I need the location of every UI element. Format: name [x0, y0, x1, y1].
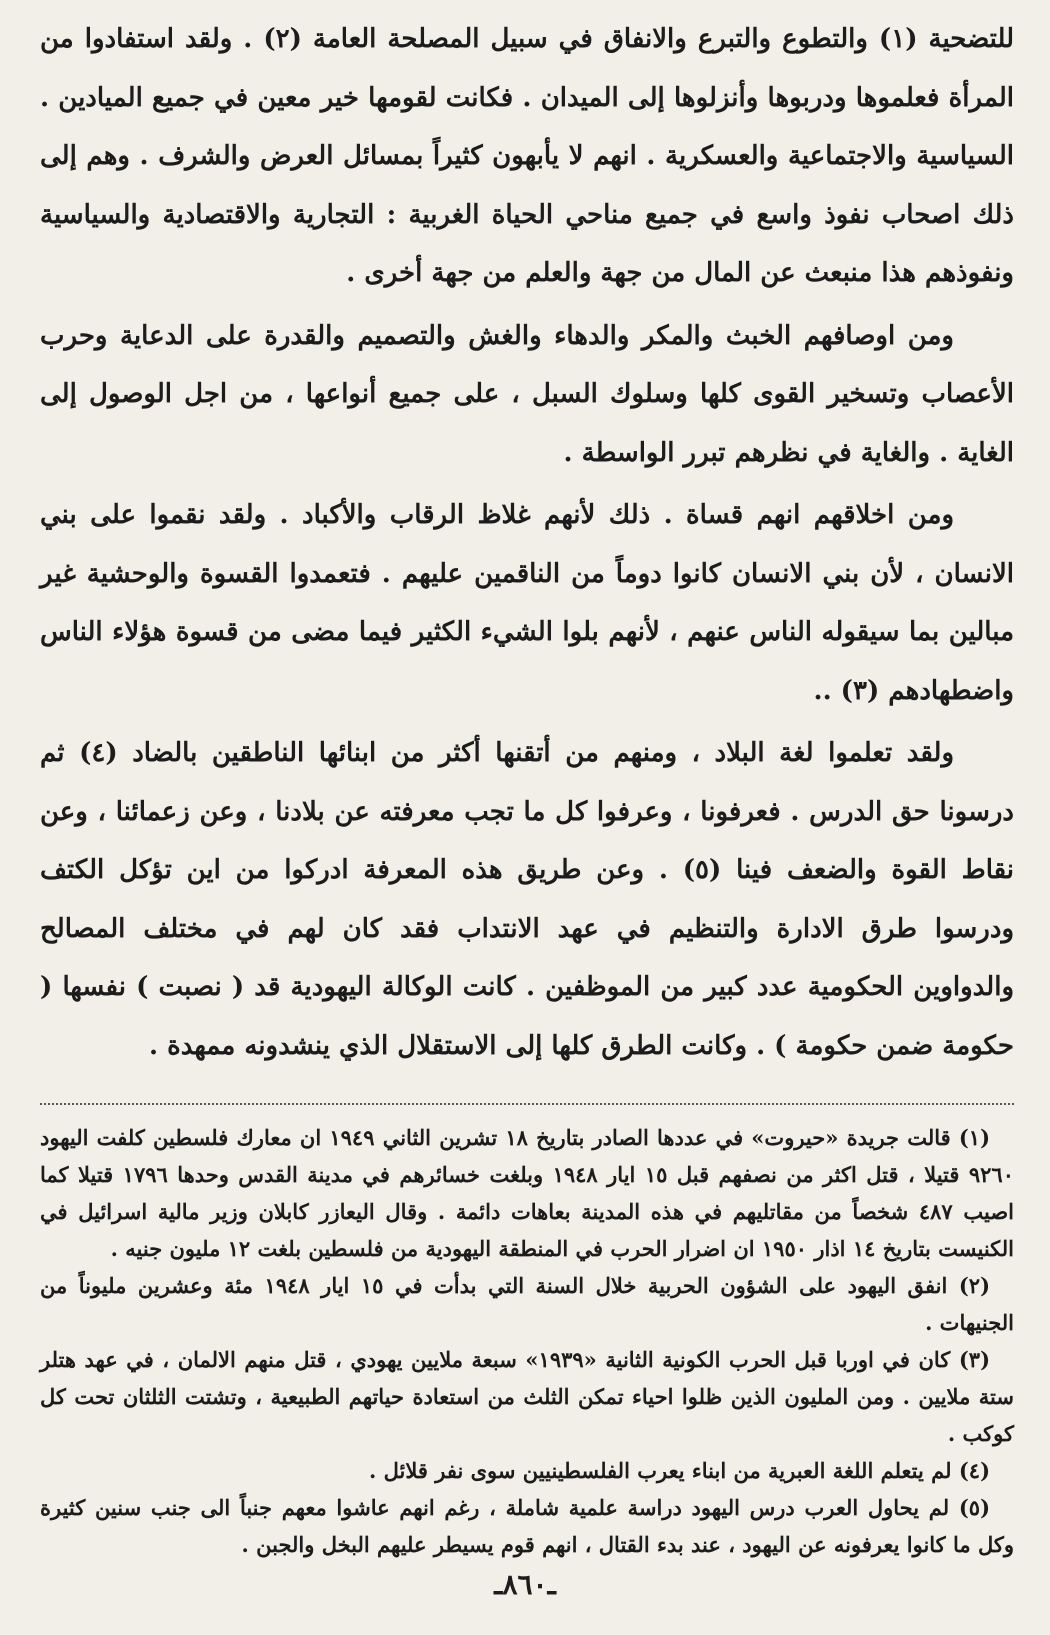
- main-text: [40, 10, 1014, 1075]
- paragraph-4: ولقد تعلموا لغة البلاد ، ومنهم من أتقنها أكثر من ابنائها الناطقين بالضاد (٤) ثم درسونا حق الدرس . فعرفونا ، وعرفوا كل ما تجب معرفته عن بلادنا ، وعن زعمائنا ، وعن نقاط القوة والضعف فينا (٥) . وعن طريق هذه المعرفة ادركوا من اين تؤكل الكتف ودرسوا طرق الادارة والتنظيم في عهد الانتداب فقد كان لهم في مختلف المصالح والدواوين الحكومية عدد كبير من الموظفين . كانت الوكالة اليهودية قد ( نصبت ) نفسها ( حكومة ضمن حكومة ) . وكانت الطرق كلها إلى الاستقلال الذي ينشدونه ممهدة .: [40, 738, 1015, 1061]
- footnote-5: (٥) لم يحاول العرب درس اليهود دراسة علمية شاملة ، رغم انهم عاشوا معهم جنباً الى جنب سنين كثيرة وكل ما كانوا يعرفونه عن اليهود ، عند بدء القتال ، انهم قوم يسيطر عليهم البخل والجبن .: [40, 1495, 1014, 1557]
- paragraph-3: ومن اخلاقهم انهم قساة . ذلك لأنهم غلاظ الرقاب والأكباد . ولقد نقموا على بني الانسان ، لأن بني الانسان كانوا دوماً من الناقمين عليهم . فتعمدوا القسوة والوحشية غير مبالين بما سيقوله الناس عنهم ، لأنهم بلوا الشيء الكثير فيما مضى من قسوة هؤلاء الناس واضطهادهم (٣) ..: [40, 500, 1014, 706]
- footnote-1: (١) قالت جريدة «حيروت» في عددها الصادر بتاريخ ١٨ تشرين الثاني ١٩٤٩ ان معارك فلسطين كلفت اليهود ٩٢٦٠ قتيلا ، قتل اكثر من نصفهم قبل ١٥ ايار ١٩٤٨ وبلغت خسائرهم في مدينة القدس وحدها ١٧٩٦ قتيلا كما اصيب ٤٨٧ شخصاً من مقاتليهم في هذه المدينة بعاهات دائمة . وقال اليعازر كابلان وزير مالية اسرائيل في الكنيست بتاريخ ١٤ اذار ١٩٥٠ ان اضرار الحرب في المنطقة اليهودية من فلسطين بلغت ١٢ مليون جنيه .: [40, 1125, 1014, 1261]
- footnote-3: (٣) كان في اوربا قبل الحرب الكونية الثانية «١٩٣٩» سبعة ملايين يهودي ، قتل منهم الالمان ، في عهد هتلر ستة ملايين . ومن المليون الذين ظلوا احياء تمكن الثلث من استعادة حياتهم الطبيعية ، وتشتت الثلثان تحت كل كوكب .: [40, 1347, 1014, 1446]
- footnote-2: (٢) انفق اليهود على الشؤون الحربية خلال السنة التي بدأت في ١٥ ايار ١٩٤٨ مئة وعشرين مليوناً من الجنيهات .: [40, 1273, 1014, 1335]
- page-number: ـ٨٦٠ـ: [494, 1568, 556, 1601]
- footnote-divider: [40, 1103, 1014, 1105]
- footnote-4: (٤) لم يتعلم اللغة العبرية من ابناء يعرب الفلسطينيين سوى نفر قلائل .: [369, 1458, 990, 1483]
- footnotes-section: [40, 1119, 1014, 1563]
- paragraph-2: ومن اوصافهم الخبث والمكر والدهاء والغش والتصميم والقدرة على الدعاية وحرب الأعصاب وتسخير القوى كلها وسلوك السبل ، على جميع أنواعها ، من اجل الوصول إلى الغاية . والغاية في نظرهم تبرر الواسطة .: [40, 320, 1014, 468]
- paragraph-1: للتضحية (١) والتطوع والتبرع والانفاق في سبيل المصلحة العامة (٢) . ولقد استفادوا من المرأة فعلموها ودربوها وأنزلوها إلى الميدان . فكانت لقومها خير معين في جميع الميادين . السياسية والاجتماعية والعسكرية . انهم لا يأبهون كثيراً بمسائل العرض والشرف . وهم إلى ذلك اصحاب نفوذ واسع في جميع مناحي الحياة الغربية : التجارية والاقتصادية والسياسية ونفوذهم هذا منبعث عن المال من جهة والعلم من جهة أخرى .: [40, 24, 1014, 288]
